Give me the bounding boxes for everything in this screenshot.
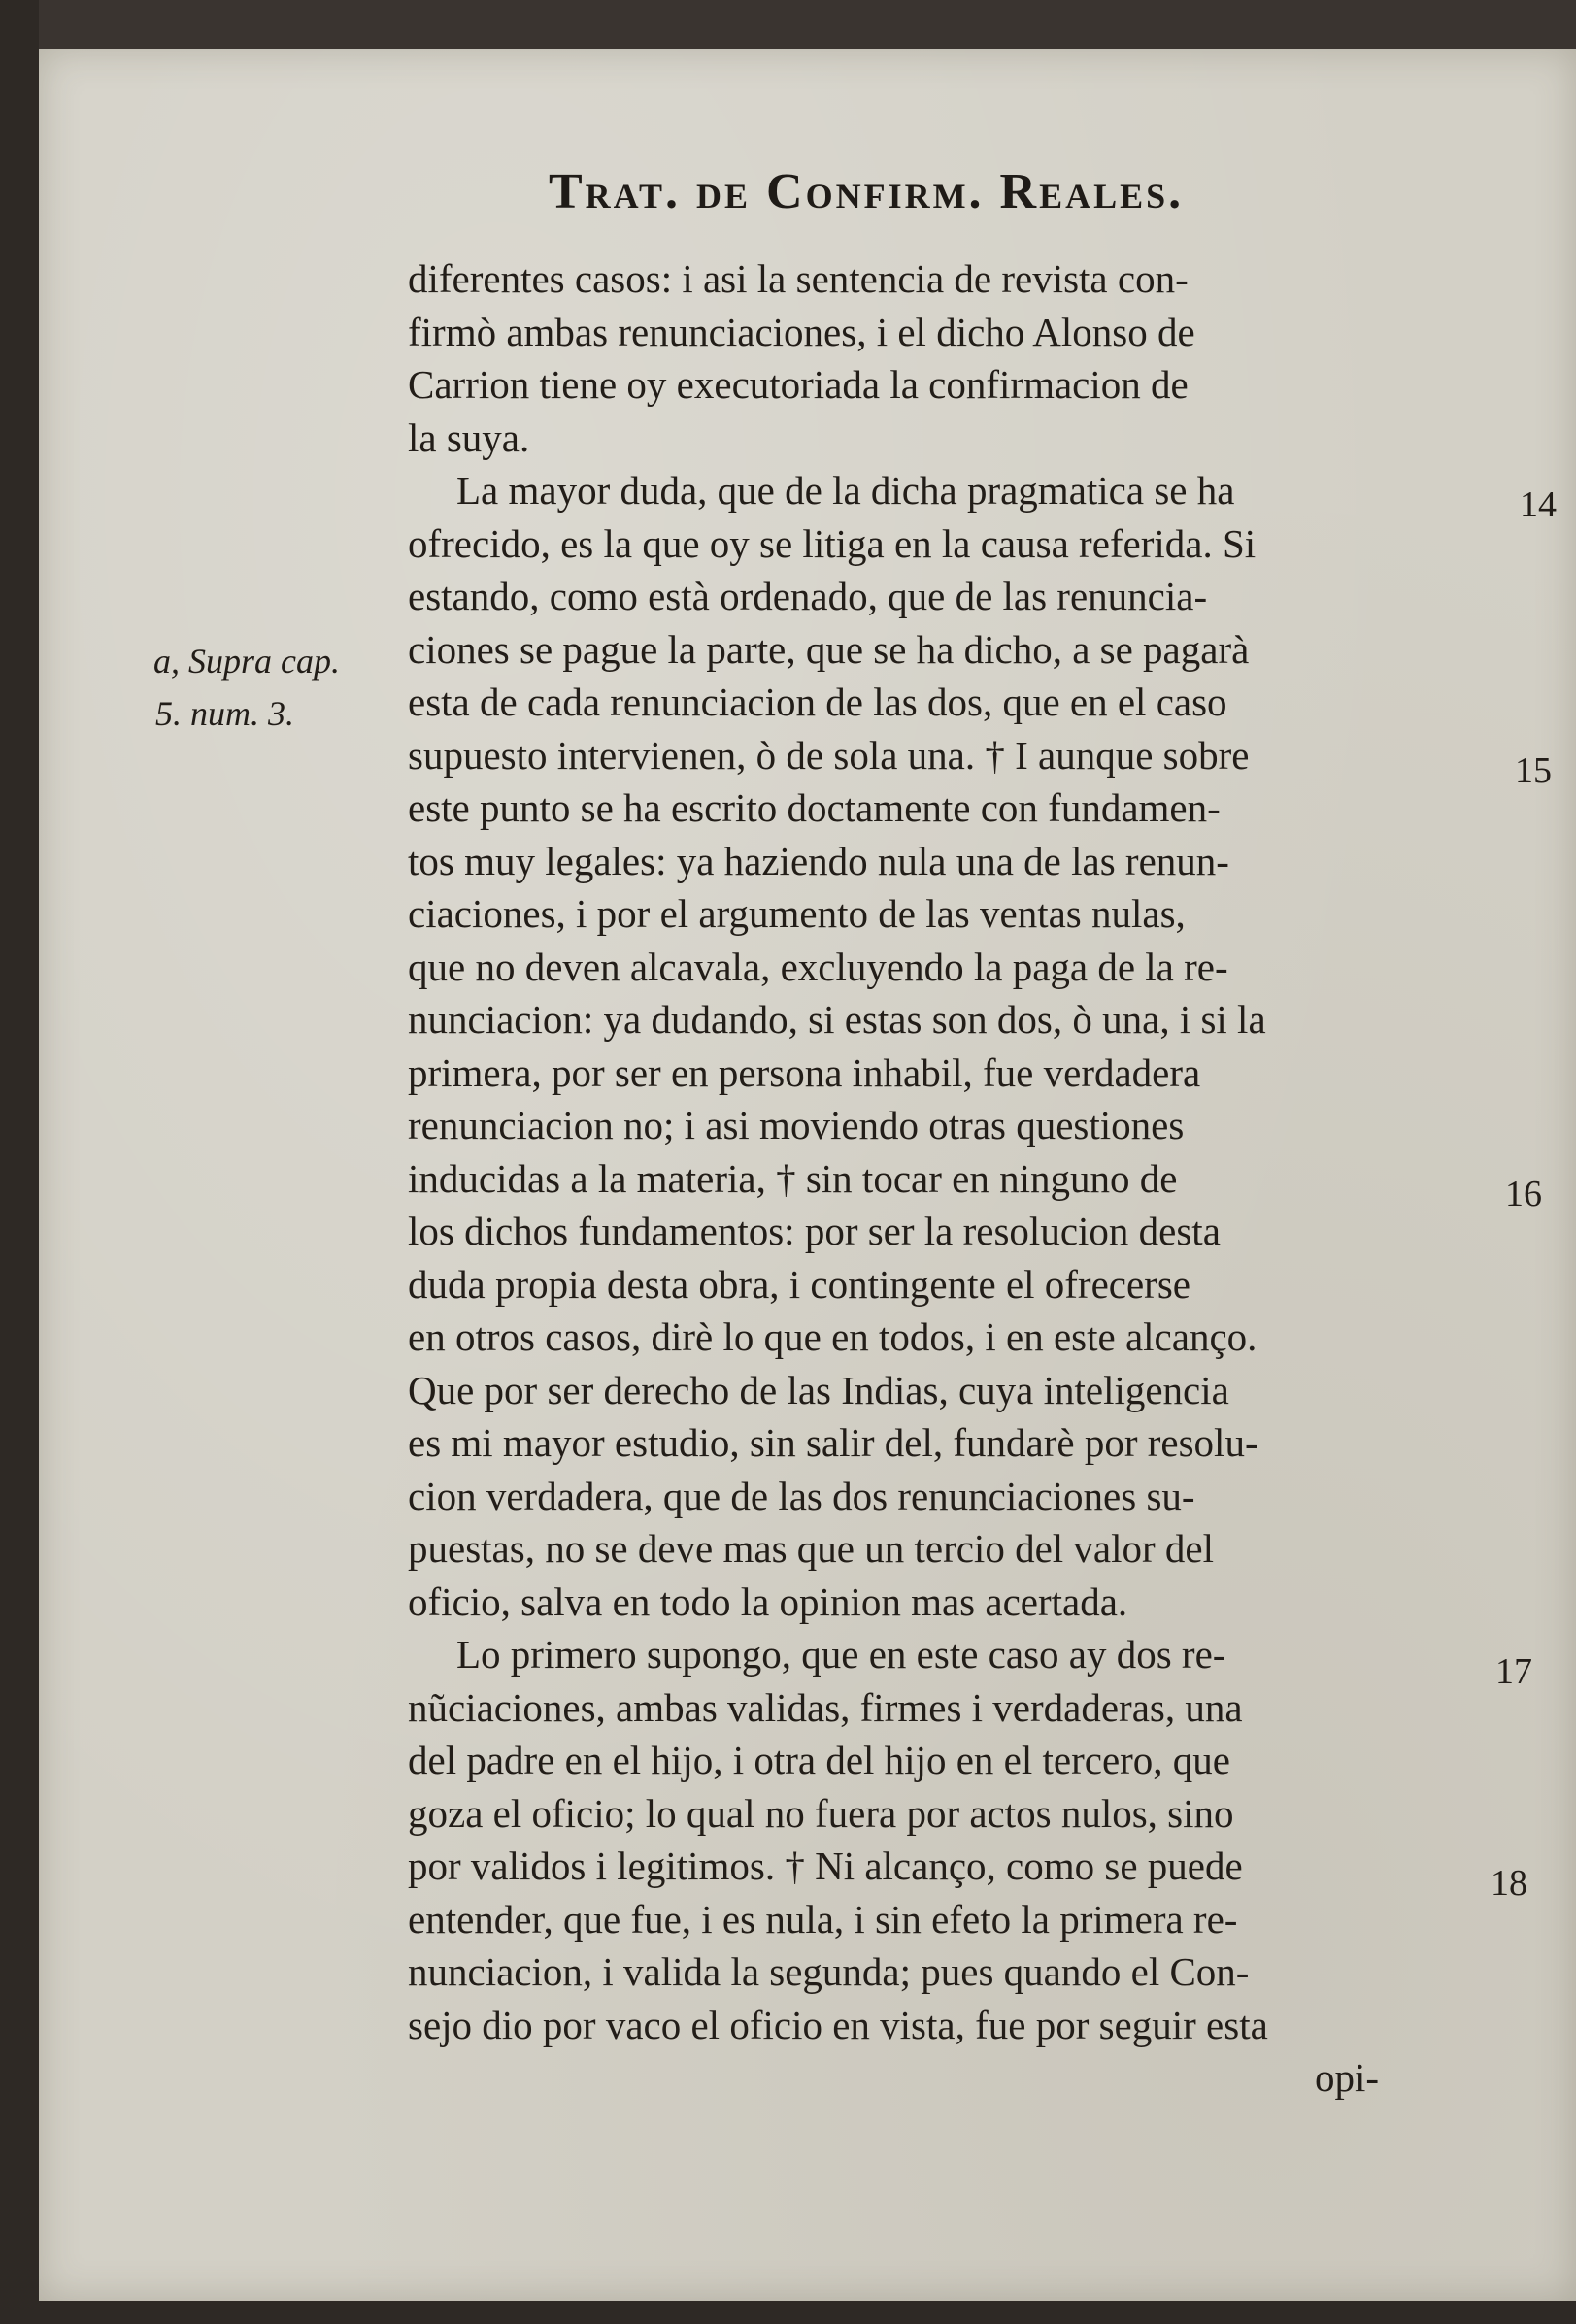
text-line: la suya. [408,415,530,460]
text-line: estando, como està ordenado, que de las renuncia- [408,574,1208,618]
margin-number: 17 [1495,1651,1532,1692]
text-line: ofrecido, es la que oy se litiga en la causa referida. Si [408,520,1257,566]
text-line: duda propia desta obra, i contingente el ofrecerse [408,1261,1190,1307]
body-text [408,252,1495,2105]
catchword: opi- [1314,2055,1379,2100]
text-line: nũciaciones, ambas validas, firmes i verdaderas, una [408,1684,1243,1730]
margin-number: 18 [1491,1863,1527,1904]
text-line: este punto se ha escrito doctamente con fundamen- [408,785,1221,830]
margin-citation-line1: a, Supra cap. [153,642,340,681]
text-line: supuesto intervienen, ò de sola una. † I aunque sobre [408,732,1250,778]
text-line: goza el oficio; lo qual no fuera por actos nulos, sino [408,1790,1234,1836]
text-line: Carrion tiene oy executoriada la confirmacion de [408,362,1189,407]
text-line: nunciacion: ya dudando, si estas son dos, ò una, i si la [408,997,1266,1042]
text-line: primera, por ser en persona inhabil, fue verdadera [408,1049,1201,1095]
text-line: en otros casos, dirè lo que en todos, i en este alcanço. [408,1314,1257,1359]
margin-number: 16 [1505,1174,1542,1214]
margin-citation-line2: 5. num. 3. [155,694,294,733]
text-line: renunciacion no; i asi moviendo otras questiones [408,1103,1185,1147]
text-line: esta de cada renunciacion de las dos, que en el caso [408,680,1227,724]
margin-number: 15 [1515,750,1552,791]
text-line: sejo dio por vaco el oficio en vista, fue por seguir esta [408,2002,1268,2047]
text-line: es mi mayor estudio, sin salir del, fundarè por resolu- [408,1420,1258,1465]
margin-number: 14 [1520,484,1557,525]
text-line: ciones se pague la parte, que se ha dicho, a se pagarà [408,626,1250,672]
paragraph-start-line: La mayor duda, que de la dicha pragmatica se ha [456,468,1235,513]
scan-left-edge [0,0,39,2324]
text-line: entender, que fue, i es nula, i sin efeto la primera re- [408,1896,1238,1942]
text-line: inducidas a la materia, † sin tocar en ninguno de [408,1155,1178,1201]
text-line: firmò ambas renunciaciones, i el dicho Alonso de [408,309,1195,354]
text-line: ciaciones, i por el argumento de las ventas nulas, [408,891,1186,936]
text-line: nunciacion, i valida la segunda; pues quando el Con- [408,1949,1250,1994]
scan-bottom-edge [0,2301,1576,2324]
paragraph-start-line: Lo primero supongo, que en este caso ay dos re- [456,1632,1226,1677]
text-line: Que por ser derecho de las Indias, cuya inteligencia [408,1367,1229,1412]
text-line: que no deven alcavala, excluyendo la paga de la re- [408,944,1228,989]
text-line: del padre en el hijo, i otra del hijo en el tercero, que [408,1738,1230,1782]
text-line: los dichos fundamentos: por ser la resolucion desta [408,1209,1221,1253]
text-line: tos muy legales: ya haziendo nula una de las renun- [408,838,1229,883]
text-line: por validos i legitimos. † Ni alcanço, como se puede [408,1843,1243,1888]
text-line: oficio, salva en todo la opinion mas acertada. [408,1578,1128,1624]
running-header: Trat. de Confirm. Reales. [549,164,1185,219]
text-line: cion verdadera, que de las dos renunciaciones su- [408,1473,1195,1518]
text-line: diferentes casos: i asi la sentencia de revista con- [408,256,1189,301]
text-line: puestas, no se deve mas que un tercio del valor del [408,1526,1214,1571]
